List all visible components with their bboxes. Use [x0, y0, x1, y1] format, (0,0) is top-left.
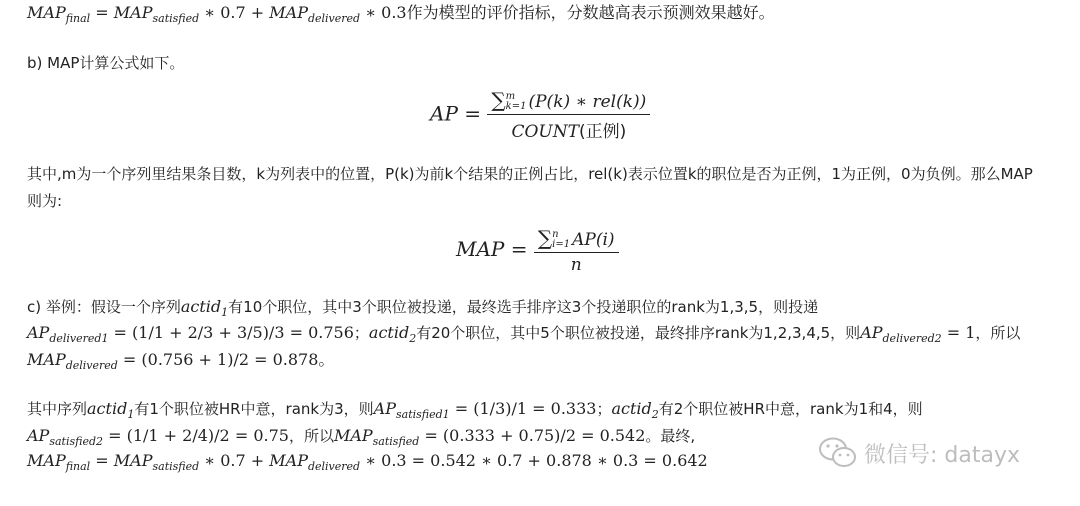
- ap-fraction: ∑m k=1 (P(k) ∗ rel(k)) COUNT(正例): [487, 88, 650, 142]
- section-d-line-3: $MAP_{final} = MAP_{satisfied}$ ∗ $0.7 + MAP_{delivered}$ ∗ 0.3 = 0.542 ∗ 0.7 + 0.878 ∗ 0.3 = 0.642: [27, 451, 708, 473]
- section-c-line-1: c) 举例：假设一个序列actid$_1$有10个职位，其中3个职位被投递，最终选手排序这3个投递职位的rank为1,3,5，则投递: [27, 297, 819, 319]
- watermark: 微信号: datayx: [818, 436, 1020, 476]
- sigma-symbol: ∑: [537, 226, 553, 250]
- map-final-term: $MAP_{final}$: [27, 3, 91, 25]
- ap-formula: AP = ∑m k=1 (P(k) ∗ rel(k)) COUNT(正例): [430, 88, 650, 142]
- map-formula: MAP = ∑n i=1 AP(i) n: [456, 226, 619, 275]
- explain-line-2: 则为:: [27, 192, 63, 210]
- wechat-logo-icon: [818, 436, 858, 476]
- section-c-line-3: $MAP_{delivered} = (0.756 + 1)/2 = 0.878$。: [27, 350, 335, 372]
- line1-text: 作为模型的评价指标，分数越高表示预测效果越好。: [406, 3, 775, 22]
- section-c-line-2: $AP_{delivered1} = (1/1 + 2/3 + 3/5)/3 = 0.756$；actid$_2$有20个职位，其中5个职位被投递，最终排序rank为1,2,3,4,5，则$AP_{delivered2} = 1$，所以: [27, 323, 1021, 345]
- section-b-label: b) MAP计算公式如下。: [27, 54, 185, 72]
- explain-line-1: 其中,m为一个序列里结果条目数，k为列表中的位置，P(k)为前k个结果的正例占比，rel(k)表示位置k的职位是否为正例，1为正例，0为负例。那么MAP: [27, 165, 1033, 183]
- section-d-line-1: 其中序列actid$_1$有1个职位被HR中意，rank为3，则$AP_{satisfied1} = (1/3)/1 = 0.333$；actid$_2$有2个职位被HR中意，rank为1和4，则: [27, 399, 923, 421]
- sigma-symbol: ∑: [491, 88, 506, 112]
- top-formula-line: $MAP_{final} = MAP_{satisfied}$ ∗ $0.7 + MAP_{delivered}$ ∗ 0.3作为模型的评价指标，分数越高表示预测效果越好。: [27, 3, 775, 25]
- section-d-line-2: $AP_{satisfied2} = (1/1 + 2/4)/2 = 0.75$，所以$MAP_{satisfied} = (0.333 + 0.75)/2 = 0.542$。最终,: [27, 426, 696, 448]
- map-fraction: ∑n i=1 AP(i) n: [534, 226, 619, 275]
